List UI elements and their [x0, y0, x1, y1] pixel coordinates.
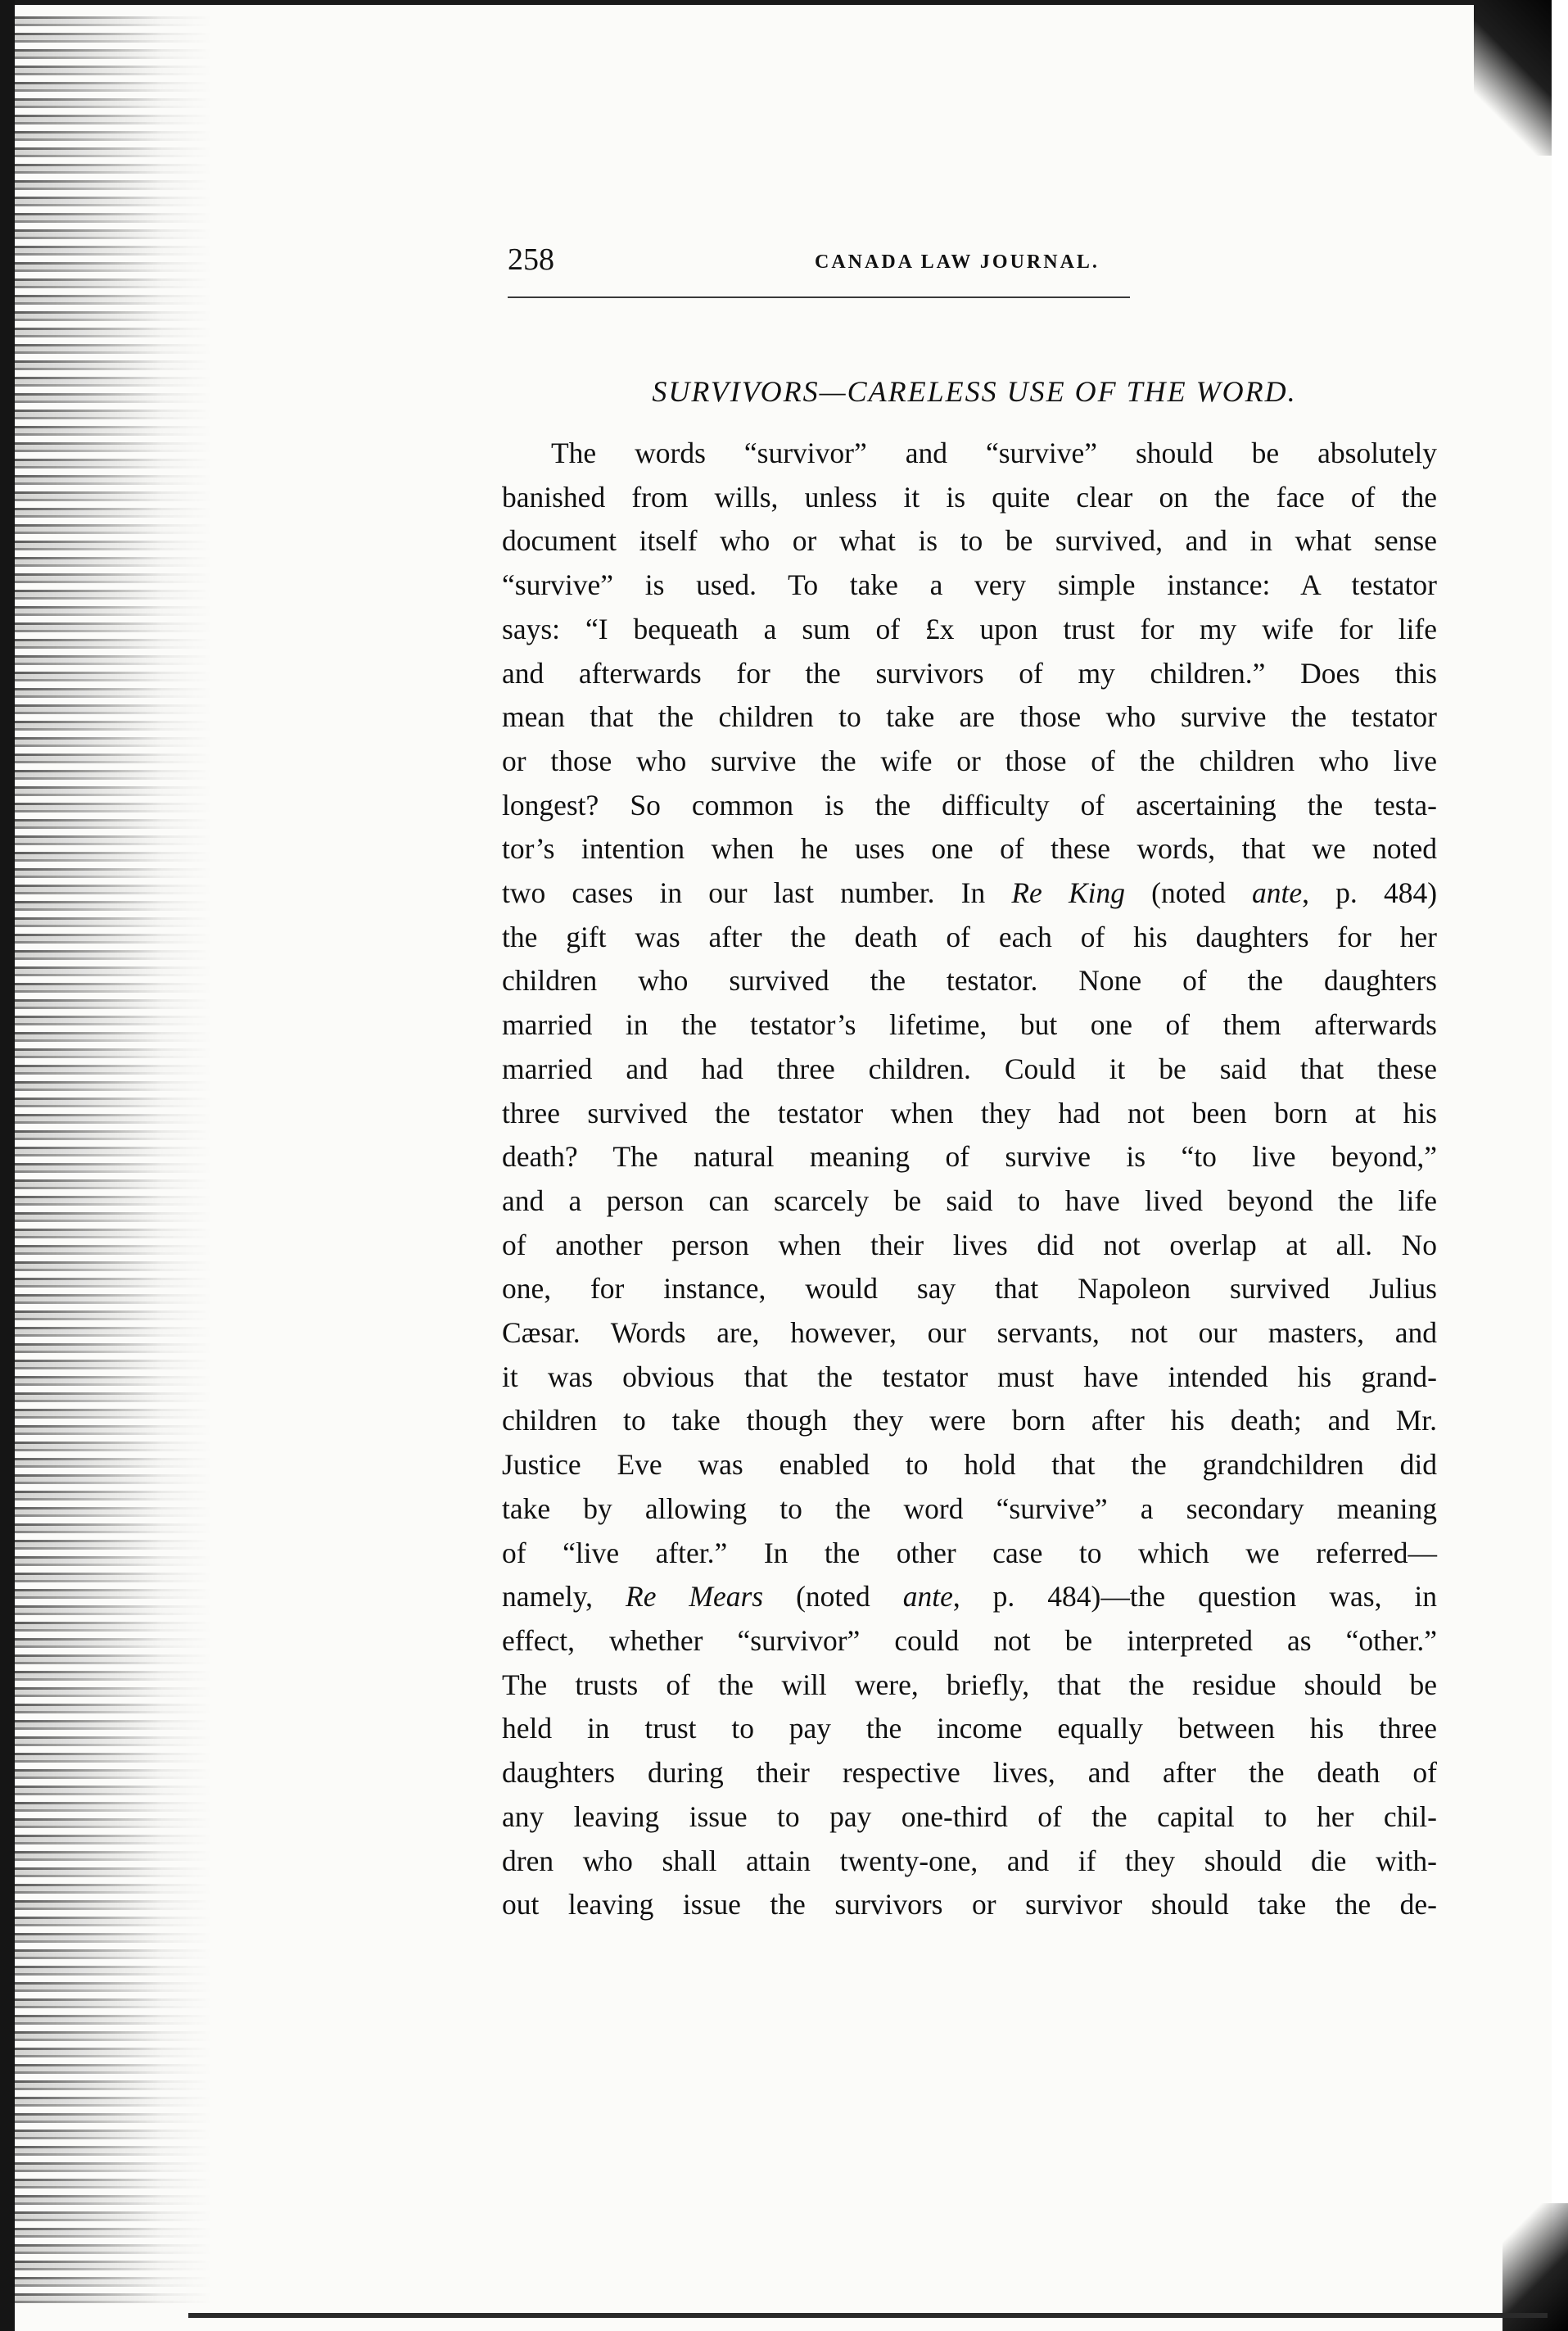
body-line: says: “I bequeath a sum of £x upon trust for my wife for life [502, 612, 1437, 645]
body-line: death? The natural meaning of survive is “to live beyond,” [502, 1140, 1437, 1174]
header-rule [508, 296, 1130, 298]
body-line-with-case-cite [502, 871, 1437, 916]
body-line: banished from wills, unless it is quite clear on the face of the [502, 480, 1437, 514]
body-line: married and had three children. Could it be said that these [502, 1052, 1437, 1085]
body-line: The trusts of the will were, briefly, that the residue should be [502, 1668, 1437, 1701]
running-title: CANADA LAW JOURNAL. [815, 251, 1100, 273]
body-line: and afterwards for the survivors of my children.” Does this [502, 656, 1437, 690]
body-line: three survived the testator when they had not been born at his [502, 1096, 1437, 1129]
body-line: the gift was after the death of each of his daughters for her [502, 920, 1437, 953]
body-line: one, for instance, would say that Napoleon survived Julius [502, 1272, 1437, 1306]
body-line: out leaving issue the survivors or survivor should take the de- [502, 1888, 1437, 1921]
body-line: longest? So common is the difficulty of ascertaining the testa- [502, 788, 1437, 822]
cite-tail: , p. 484)—the question was, in [952, 1580, 1438, 1614]
cite-open: (noted [796, 1580, 870, 1614]
body-line: held in trust to pay the income equally between his three [502, 1712, 1437, 1745]
body-line-text: namely, [502, 1580, 594, 1614]
body-line: of “live after.” In the other case to which we referred— [502, 1536, 1437, 1569]
scan-border-bottom [188, 2313, 1548, 2318]
article-body [502, 432, 1437, 1927]
page-number: 258 [508, 242, 554, 277]
body-line: it was obvious that the testator must have intended his grand- [502, 1360, 1437, 1393]
case-name-re-king: Re King [1011, 876, 1126, 910]
scan-border-left [0, 0, 15, 2331]
body-line: Cæsar. Words are, however, our servants, not our masters, and [502, 1316, 1437, 1350]
body-line-with-case-cite [502, 1575, 1437, 1619]
body-line: daughters during their respective lives, and after the death of [502, 1756, 1437, 1790]
scan-border-top [0, 0, 1498, 5]
body-line: Justice Eve was enabled to hold that the grandchildren did [502, 1448, 1437, 1482]
page-header [508, 242, 1449, 291]
body-line: document itself who or what is to be survived, and in what sense [502, 524, 1437, 558]
body-line: dren who shall attain twenty-one, and if they should die with- [502, 1844, 1437, 1877]
body-line: children to take though they were born after his death; and Mr. [502, 1404, 1437, 1437]
cite-tail: , p. 484) [1302, 876, 1438, 910]
body-line: of another person when their lives did not overlap at all. No [502, 1228, 1437, 1261]
scan-corner-bottom-right [1502, 2203, 1568, 2331]
body-line: “survive” is used. To take a very simple instance: A testator [502, 568, 1437, 602]
body-line: and a person can scarcely be said to have lived beyond the life [502, 1184, 1437, 1217]
body-line-text: two cases in our last number. In [502, 876, 986, 910]
body-line: take by allowing to the word “survive” a secondary meaning [502, 1491, 1437, 1525]
article-title: SURVIVORS—CARELESS USE OF THE WORD. [652, 375, 1297, 408]
cite-ante: ante [1252, 876, 1303, 910]
cite-open: (noted [1151, 876, 1226, 910]
binding-shadow [15, 16, 211, 2310]
scan-edge-right [1552, 0, 1568, 2331]
body-line: or those who survive the wife or those of the children who live [502, 744, 1437, 777]
case-name-re-mears: Re Mears [626, 1580, 764, 1614]
cite-ante: ante [902, 1580, 953, 1614]
body-line: any leaving issue to pay one-third of the capital to her chil- [502, 1799, 1437, 1833]
body-line: effect, whether “survivor” could not be interpreted as “other.” [502, 1623, 1437, 1657]
body-line: mean that the children to take are those who survive the testator [502, 700, 1437, 734]
body-line: children who survived the testator. None of the daughters [502, 964, 1437, 998]
body-line: The words “survivor” and “survive” should be absolutely [551, 437, 1437, 469]
body-line: married in the testator’s lifetime, but one of them afterwards [502, 1008, 1437, 1042]
body-line: tor’s intention when he uses one of these words, that we noted [502, 832, 1437, 866]
